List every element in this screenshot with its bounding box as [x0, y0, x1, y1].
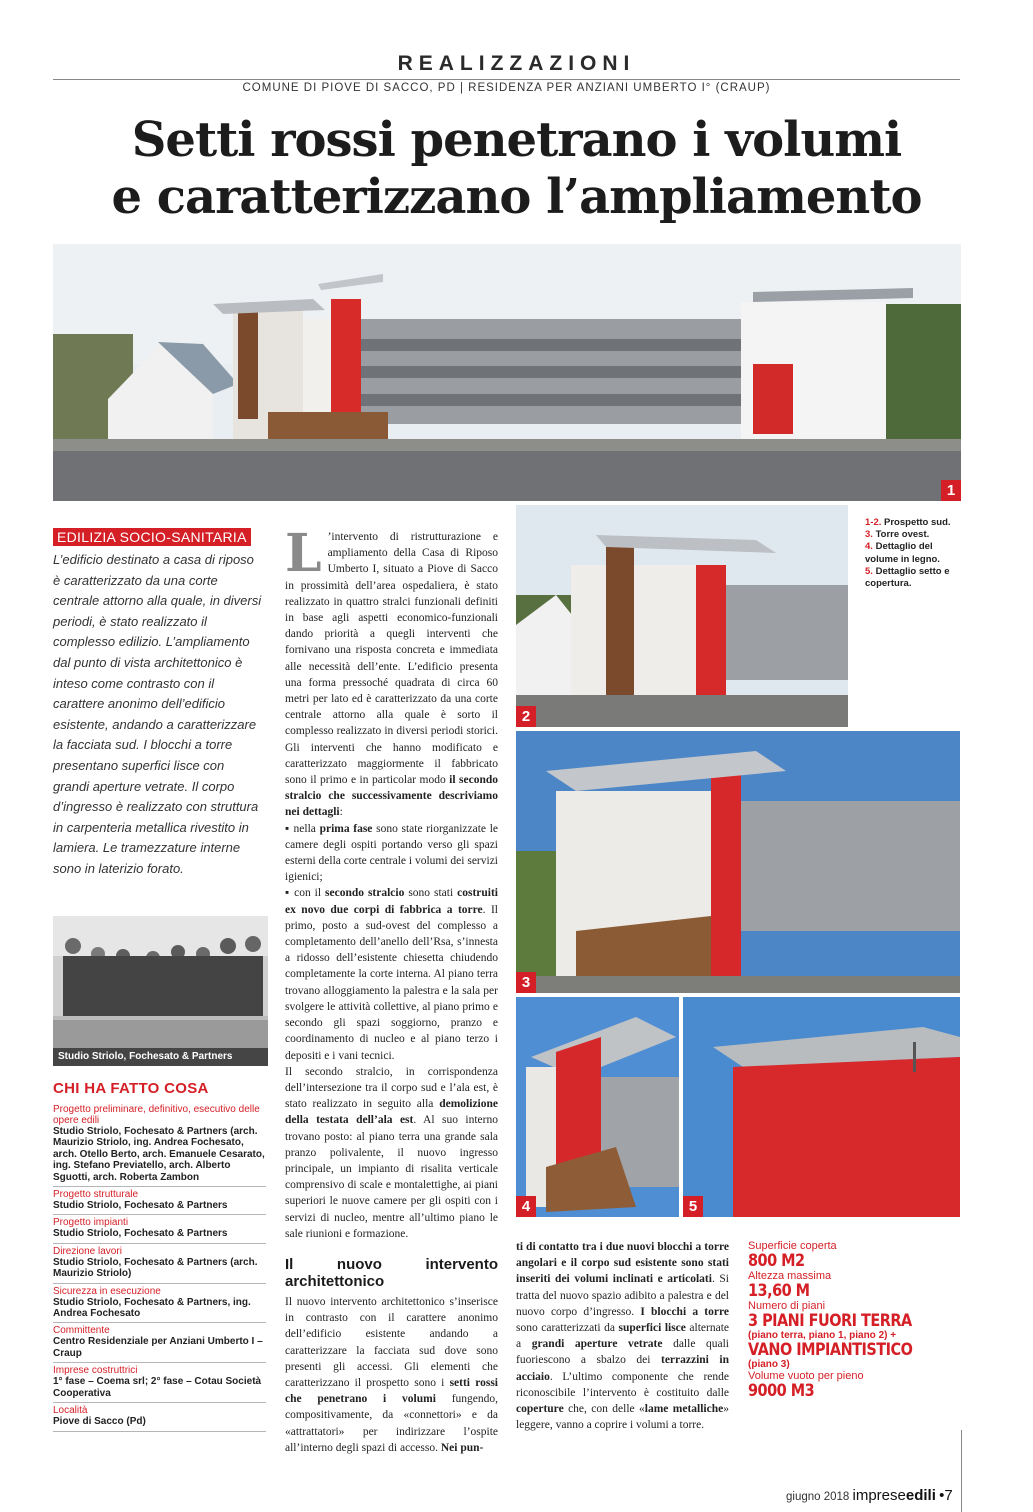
caption-number: 5. [865, 565, 873, 577]
article-column-1 [285, 523, 498, 1456]
intro-text: L’edificio destinato a casa di riposo è caratterizzato da una corte centrale attorno alla quale, in diversi periodi, è stato realizzato il complesso edilizio. L’ampliamento dal punto di vista architettonico è inteso come contrasto con il carattere anonimo dell’edificio esistente, andando a caratterizzare la facciata sud. I blocchi a torre presentano superfici lisce con grandi aperture vetrate. Il corpo d’ingresso è realizzato con struttura in carpenteria metallica rivestito in lamiera. Le tramezzature interne sono in laterizio forato. [53, 552, 262, 876]
photo-5-wall-and-roof-detail [683, 997, 960, 1217]
credits-list [53, 1102, 266, 1432]
credit-item [53, 1187, 266, 1215]
text-bold: Nei pun- [440, 1441, 484, 1454]
credit-value: Studio Striolo, Fochesato & Partners (arch. Maurizio Striolo, ing. Andrea Fochesato, arch. Otello Berto, arch. Emanuele Cesarato, ing. Stefano Previatello, arch. Alberto Sguotti, arch. Roberta Zambon [53, 1126, 265, 1183]
credit-value: Studio Striolo, Fochesato & Partners [53, 1228, 228, 1240]
category-kicker: EDILIZIA SOCIO-SANITARIA [53, 528, 251, 546]
text: sono state riorganizzate le camere degli ospiti portando verso gli spazi esterni della corte centrale i volumi dei servizi igienici; [285, 822, 498, 884]
photo-number: 4 [516, 1196, 536, 1217]
stat-value: 800 M2 [748, 1251, 805, 1271]
text: Il secondo stralcio, in corrispondenza dell’intersezione tra il corpo sud e l’ala est, è stato realizzato in seguito alla [285, 1065, 498, 1111]
title-line-2: e caratterizzano l’ampliamento [111, 169, 922, 225]
page-separator: • [939, 1487, 945, 1504]
issue-date: giugno 2018 [786, 1491, 850, 1503]
footer-rule [961, 1430, 962, 1512]
text: : [339, 806, 343, 819]
credit-label: Sicurezza in esecuzione [53, 1285, 161, 1297]
title-line-1: Setti rossi penetrano i volumi [131, 112, 902, 168]
credit-label: Progetto impianti [53, 1217, 129, 1229]
credit-item [53, 1215, 266, 1243]
text: sono stati [404, 887, 458, 900]
text-bold: superfici lisce [618, 1322, 686, 1335]
stat-label: Volume vuoto per pieno [748, 1370, 864, 1382]
text: alternate a [516, 1322, 729, 1351]
text-bold: I blocchi a torre [640, 1305, 729, 1318]
text: . Al suo interno trovano posto: al piano terra una grande sala pranzo polivalente, il nuovo ingresso principale, un impianto di risalita verticale comprensivo di scale e montalettighe, ai piani superiori le nuove camere per gli ospiti con i servizi di nucleo, mentre all’ultimo piano le sale riunioni e formazione. [285, 1114, 498, 1240]
stat-subtext: (piano 3) [748, 1359, 790, 1370]
text-bold: lame metalliche [644, 1403, 724, 1416]
text: . Il primo, posto a sud-ovest del complesso a completamento dell’anello dell’Rsa, s’innesta a ridosso dell’esistente chiesetta chiudendo completamente la corte interna. Al piano terra trovano alloggiamento la palestra e la sala per svolgere le attività collettive, al piano primo e secondo gli spazi soggiorno, pranzo e coordinamento di nucleo e al piano terzo i depositi e i vani tecnici. [285, 903, 498, 1062]
credit-value: Studio Striolo, Fochesato & Partners [53, 1200, 228, 1212]
team-photo-caption: Studio Striolo, Fochesato & Partners [53, 1048, 268, 1066]
photo-1-south-elevation [53, 244, 961, 501]
text: ▪ con il [285, 887, 326, 900]
credit-item [53, 1363, 266, 1403]
caption-number: 4. [865, 541, 873, 553]
text-bold: ti di contatto tra i due nuovi blocchi a torre angolari e il corpo sud esistente sono stati inseriti dei volumi inclinati e articolati [516, 1241, 729, 1286]
text: . Si tratta del nuovo spazio adibito a palestra e del nuovo corpo d’ingresso. [516, 1273, 730, 1318]
text-bold: terrazzini in acciaio [516, 1354, 729, 1383]
credit-label: Imprese costruttrici [53, 1365, 138, 1377]
section-label: REALIZZAZIONI [397, 52, 636, 75]
photo-number: 1 [941, 480, 961, 501]
stat-value: 9000 M3 [748, 1381, 815, 1401]
text-bold: demolizione della testata dell’ala est [285, 1098, 498, 1127]
credit-value: Centro Residenziale per Anziani Umberto I – Craup [53, 1336, 263, 1359]
text: che, con delle « [563, 1403, 645, 1416]
header-rule [53, 79, 960, 80]
credit-value: 1° fase – Coema srl; 2° fase – Cotau Società Cooperativa [53, 1376, 262, 1399]
credits-title: CHI HA FATTO COSA [53, 1080, 209, 1097]
stat-value: 3 PIANI FUORI TERRA [748, 1311, 912, 1331]
stat-subtext: (piano terra, piano 1, piano 2) + [748, 1330, 897, 1341]
caption-text: Torre ovest. [875, 529, 930, 541]
text-bold: il secondo stralcio che successivamente descriviamo nei dettagli [285, 774, 498, 819]
subheading: COMUNE DI PIOVE DI SACCO, PD | RESIDENZA PER ANZIANI UMBERTO I° (CRAUP) [242, 82, 771, 94]
credit-item [53, 1323, 266, 1363]
caption-text: Prospetto sud. [884, 517, 951, 528]
text-bold: secondo stralcio [325, 887, 405, 900]
paragraph [285, 1294, 498, 1456]
page-title [40, 112, 993, 226]
photo-number: 2 [516, 706, 536, 727]
credit-item [53, 1244, 266, 1284]
text: ’intervento di ristrutturazione e ampliamento della Casa di Riposo Umberto I, situato a Piove di Sacco in prossimità dell’area ospedaliera, è stato realizzato in quattro stralci funzionali definiti in base agli aspetti economico-funzionali dando priorità a quegli interventi che fornivano una risposta concreta e immediata alle necessità dell’ente. L’edificio presenta una forma pressoché quadrata di circa 60 metri per lato ed è caratterizzato da una corte centrale attorno alla quale è sorto il complesso realizzato in diversi periodi storici. Gli interventi che hanno modificato e caratterizzato maggiormente il fabbricato sono il primo e in particolar modo [285, 531, 498, 787]
credit-label: Progetto preliminare, definitivo, esecutivo delle opere edili [53, 1104, 260, 1126]
caption-number: 3. [865, 529, 873, 541]
magazine-name [853, 1487, 936, 1504]
article-column-2 [516, 1239, 729, 1433]
text: fungendo, compositivamente, da «connettori» e da «attrattatori» per indirizzare l’ospite all’interno degli spazi di accesso. [285, 1393, 498, 1454]
text: dalle quali fuoriescono a sbalzo dei [516, 1338, 729, 1367]
credit-label: Direzione lavori [53, 1245, 122, 1257]
text-bold: costruiti ex novo due corpi di fabbrica a torre [285, 887, 498, 916]
credit-item [53, 1403, 266, 1431]
paragraph [516, 1239, 729, 1433]
credit-item [53, 1284, 266, 1324]
text: » leggere, vanno a coprire i volumi a torre. [516, 1403, 729, 1432]
photo-4-wood-volume-detail [516, 997, 679, 1217]
photo-2-south-elevation-detail [516, 505, 848, 727]
photo-3-west-tower [516, 731, 960, 993]
text-bold: prima fase [319, 822, 373, 835]
caption-text: Dettaglio del volume in legno. [865, 541, 940, 565]
stat-label: Numero di piani [748, 1300, 826, 1312]
credit-label: Progetto strutturale [53, 1189, 139, 1201]
magazine-name-part: edili [905, 1487, 936, 1504]
credit-label: Committente [53, 1325, 110, 1337]
text: ▪ nella [285, 822, 320, 835]
credit-label: Località [53, 1405, 88, 1417]
credit-value: Piove di Sacco (Pd) [53, 1416, 146, 1428]
project-stats [748, 1240, 968, 1400]
text: Il nuovo intervento architettonico s’inserisce in contrasto con il carattere anonimo dell’edificio esistente andando a caratterizzare la facciata sud dove sono presenti gli accessi. Gli elementi che caratterizzano il prospetto sono i [285, 1295, 498, 1389]
photo-captions [865, 517, 965, 590]
stat-value: VANO IMPIANTISTICO [748, 1340, 913, 1360]
text: . L’ultimo componente che rende riconoscibile l’intervento è costituito dalle [516, 1370, 729, 1399]
photo-number: 5 [683, 1196, 703, 1217]
stat-label: Superficie coperta [748, 1240, 837, 1252]
team-photo [53, 916, 268, 1066]
page-number: 7 [944, 1487, 953, 1504]
credit-value: Studio Striolo, Fochesato & Partners, ing. Andrea Fochesato [53, 1296, 251, 1320]
credit-item [53, 1102, 266, 1187]
magazine-name-part: imprese [852, 1487, 906, 1504]
text-bold: setti rossi che penetrano i volumi [285, 1376, 498, 1406]
caption-number: 1-2. [865, 517, 882, 528]
paragraph [285, 1064, 498, 1242]
photo-number: 3 [516, 972, 536, 993]
stat-value: 13,60 M [748, 1281, 810, 1301]
caption-text: Dettaglio setto e copertura. [865, 565, 950, 590]
bullet-2 [285, 885, 498, 1063]
section-heading: Il nuovo intervento architettonico [285, 1255, 498, 1290]
text-bold: grandi aperture vetrate [531, 1338, 663, 1351]
bullet-1 [285, 821, 498, 886]
page-footer [786, 1487, 953, 1504]
stat-label: Altezza massima [748, 1270, 832, 1282]
credit-value: Studio Striolo, Fochesato & Partners (arch. Maurizio Striolo) [53, 1256, 258, 1280]
text: sono caratterizzati da [516, 1322, 619, 1335]
text-bold: coperture [516, 1403, 564, 1416]
dropcap: L [285, 523, 322, 584]
